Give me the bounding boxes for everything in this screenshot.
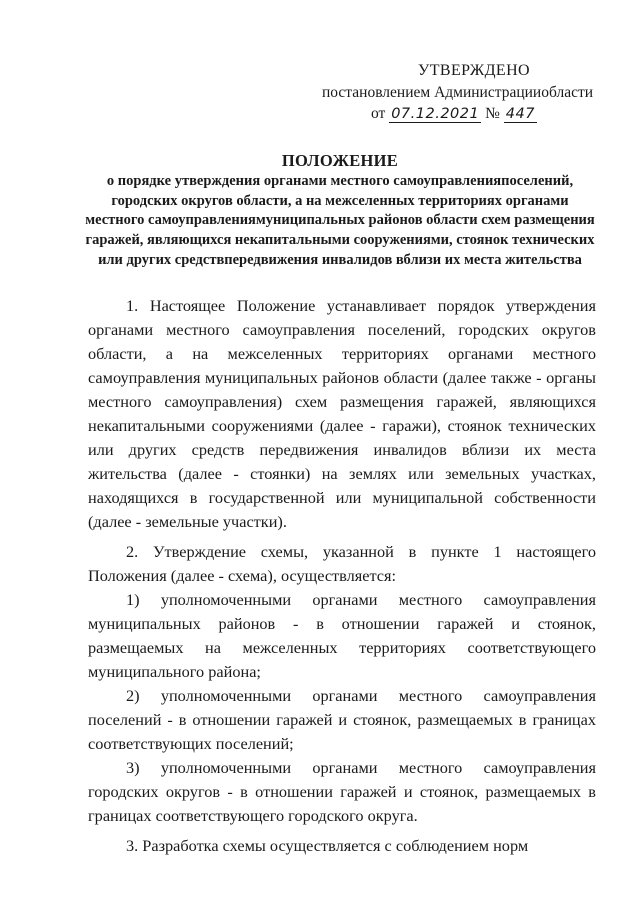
approval-title: УТВЕРЖДЕНО	[417, 62, 530, 79]
approval-decree-line: постановлением Администрацииобласти	[322, 84, 594, 101]
subitem-2: 2) уполномоченными органами местного самоуправления поселений - в отношении гаражей и стоянок, размещаемых в границах соответствующих поселений;	[88, 686, 596, 753]
subitem-3: 3) уполномоченными органами местного самоуправления городских округов - в отношении гаражей и стоянок, размещаемых в границах соответствующего городского округа.	[88, 758, 596, 825]
approval-date-line	[371, 103, 602, 124]
paragraph-2: 2. Утверждение схемы, указанной в пункте 1 настоящего Положения (далее - схема), осуществляется:	[88, 542, 596, 585]
number-prefix: №	[485, 105, 500, 122]
subitem-1: 1) уполномоченными органами местного самоуправления муниципальных районов - в отношении гаражей и стоянок, размещаемых на межселенных территориях соответствующего муниципального района;	[88, 590, 596, 681]
handwritten-date: 07.12.2021	[391, 106, 480, 122]
date-prefix: от	[371, 105, 386, 122]
paragraph-3: 3. Разработка схемы осуществляется с соблюдением норм	[126, 836, 529, 855]
document-subtitle: о порядке утверждения органами местного самоуправленияпоселений, городских округов области, а на межселенных территориях органами местного самоуправлениямуниципальных районов области схем размещения гаражей, являющихся некапитальными сооружениями, стоянок технических или других средствпередвижения инвалидов вблизи их места жительства	[85, 173, 595, 268]
document-heading	[84, 150, 596, 271]
paragraph-1: 1. Настоящее Положение устанавливает порядок утверждения органами местного самоуправления поселений, городских округов области, а на межселенных территориях органами местного самоуправления муниципальных районов области (далее также - органы местного самоуправления) схем размещения гаражей, являющихся некапитальными сооружениями (далее - гаражи), стоянок технических или других средств передвижения инвалидов вблизи их места жительства (далее - стоянки) на землях или земельных участках, находящихся в государственной или муниципальной собственности (далее - земельные участки).	[88, 296, 596, 531]
document-title: ПОЛОЖЕНИЕ	[281, 151, 399, 170]
document-body	[88, 294, 596, 858]
approval-block	[322, 60, 602, 124]
handwritten-number: 447	[505, 106, 535, 122]
